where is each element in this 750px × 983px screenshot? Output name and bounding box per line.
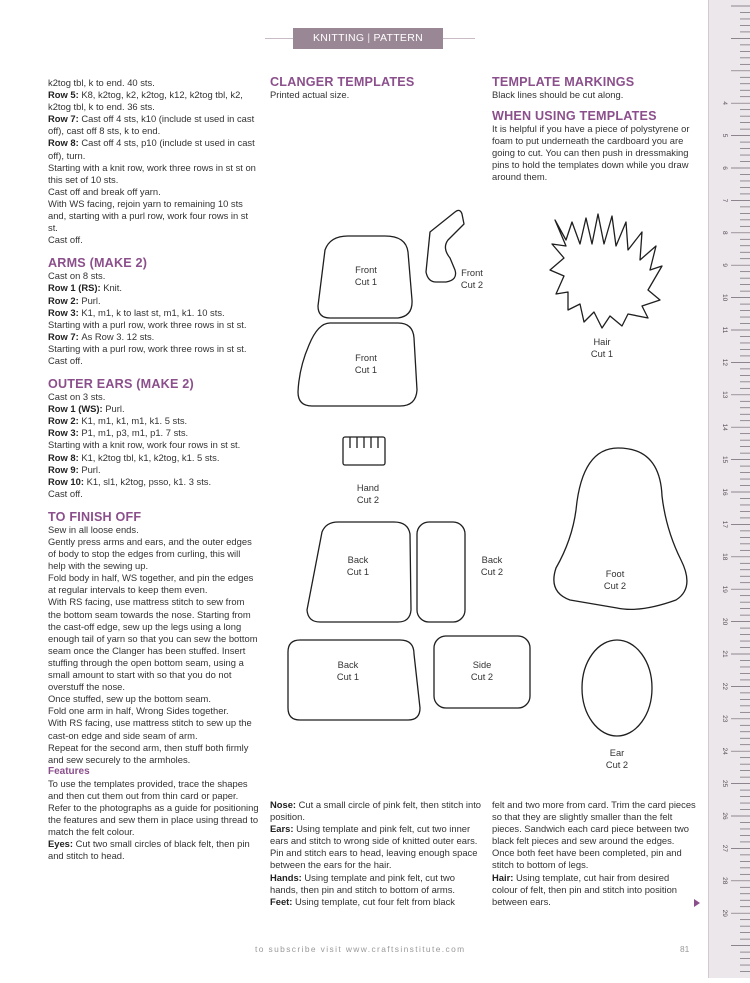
instruction-label: Row 3: xyxy=(48,306,82,318)
ruler-number: 6 xyxy=(721,166,728,170)
ruler-number: 29 xyxy=(721,909,728,917)
hair-shape xyxy=(550,214,662,328)
label-ear: Ear Cut 2 xyxy=(605,748,629,770)
instruction-line: Once stuffed, sew up the bottom seam. xyxy=(48,693,211,705)
ruler-ticks xyxy=(709,0,750,978)
instruction-text: Starting with a knit row, work three rows in st st on this set of 10 sts. xyxy=(48,161,256,185)
instruction-text: Starting with a purl row, work three rows in st st. xyxy=(48,342,247,354)
instruction-text: K1, m1, k1, m1, k1. 5 sts. xyxy=(81,415,188,427)
instruction-line xyxy=(270,799,482,823)
ruler-number: 4 xyxy=(721,101,728,106)
hand-fingers xyxy=(350,437,378,448)
instruction-label: Row 3: xyxy=(48,427,82,439)
instruction-text: Purl. xyxy=(81,294,101,306)
label-hand: Hand Cut 2 xyxy=(356,483,380,505)
ruler-number: 23 xyxy=(721,715,728,723)
ruler-number: 18 xyxy=(721,553,728,561)
ruler-number: 12 xyxy=(721,358,728,367)
ruler-number: 27 xyxy=(721,844,728,853)
instruction-text: Cut two small circles of black felt, then pin and stitch to head. xyxy=(48,838,250,862)
instruction-text: Starting with a knit row, work four rows in st st. xyxy=(48,439,241,451)
ruler-number: 28 xyxy=(721,877,728,885)
label-back-3: Back Cut 1 xyxy=(336,660,360,682)
instruction-label: Row 1 (RS): xyxy=(48,282,104,294)
instruction-label: Row 7: xyxy=(48,113,82,125)
label-foot: Foot Cut 2 xyxy=(603,569,627,591)
instruction-text: Using template, cut four felt from black xyxy=(295,895,455,907)
ruler-number: 10 xyxy=(721,293,728,302)
instruction-text: Cast off. xyxy=(48,487,83,499)
instruction-text: Using template and pink felt, cut two inner ears and stitch to wrong side of knitted outer ears. Pin and stitch ears to head, leaving enough space between the ears for the hair. xyxy=(270,823,478,871)
ruler-number: 11 xyxy=(721,326,728,334)
instruction-line: Fold body in half, WS together, and pin the edges at regular intervals to keep them even. xyxy=(48,572,254,596)
instruction-text: Cast on 3 sts. xyxy=(48,391,106,403)
instruction-text: Cast off 4 sts, p10 (include st used in cast off), turn. xyxy=(48,137,255,161)
instruction-text: With WS facing, rejoin yarn to remaining 10 sts and, starting with a purl row, work four rows in st st. xyxy=(48,197,249,234)
instruction-line xyxy=(270,896,482,908)
instruction-text: Cut a small circle of pink felt, then stitch into position. xyxy=(270,799,482,823)
ruler-number: 9 xyxy=(721,263,728,268)
label-back-2: Back Cut 2 xyxy=(480,555,504,577)
instruction-label: Feet: xyxy=(270,895,296,907)
instruction-line: Fold one arm in half, Wrong Sides together. xyxy=(48,705,229,717)
ruler-number: 24 xyxy=(721,747,728,755)
instruction-text: Knit. xyxy=(103,282,122,294)
ruler-number: 25 xyxy=(721,779,728,788)
instruction-line xyxy=(492,872,697,908)
instruction-text: Using template and pink felt, cut two hands, then pin and stitch to bottom of arms. xyxy=(270,871,456,895)
markings-text: Black lines should be cut along. xyxy=(492,89,624,100)
instruction-text: Starting with a purl row, work three rows in st st. xyxy=(48,318,247,330)
outer-ears-heading: OUTER EARS (MAKE 2) xyxy=(48,377,194,392)
label-front-2: Front Cut 2 xyxy=(460,268,484,290)
instruction-label: Row 2: xyxy=(48,294,82,306)
instruction-text: Cast off. xyxy=(48,354,83,366)
instruction-text: P1, m1, p3, m1, p1. 7 sts. xyxy=(81,427,189,439)
ruler-number: 5 xyxy=(721,133,728,138)
instruction-label: Row 8: xyxy=(48,451,82,463)
using-templates-text: It is helpful if you have a piece of polystyrene or foam to put underneath the cardboard you are going to cut. You can then push in dressmaking pins to hold the templates down while you draw around them. xyxy=(492,123,690,183)
instruction-label: Row 2: xyxy=(48,415,82,427)
instruction-text: As Row 3. 12 sts. xyxy=(81,330,155,342)
ruler-number: 13 xyxy=(721,391,728,399)
label-front-1: Front Cut 1 xyxy=(354,265,378,287)
ruler-number: 15 xyxy=(721,455,728,464)
instruction-text: Refer to the photographs as a guide for positioning the features and sew them in place using thread to match the felt colour. xyxy=(48,801,259,838)
ruler-number: 22 xyxy=(721,682,728,691)
label-back-1: Back Cut 1 xyxy=(346,555,370,577)
instruction-text: Cast on 8 sts. xyxy=(48,270,106,282)
banner-separator: | xyxy=(367,32,371,44)
instruction-label: Eyes: xyxy=(48,838,76,850)
instruction-line: Sew in all loose ends. xyxy=(48,523,139,535)
using-templates-heading: WHEN USING TEMPLATES xyxy=(492,109,657,124)
ruler-number: 17 xyxy=(721,520,728,529)
instruction-text: k2tog tbl, k to end. 40 sts. xyxy=(48,77,155,88)
instruction-label: Nose: xyxy=(270,799,299,810)
instruction-text: K1, sl1, k2tog, psso, k1. 3 sts. xyxy=(86,475,212,487)
label-hair: Hair Cut 1 xyxy=(590,337,614,359)
instruction-text: To use the templates provided, trace the shapes and then cut them out from thin card or paper. xyxy=(48,777,248,801)
instruction-text: K1, m1, k to last st, m1, k1. 10 sts. xyxy=(81,306,225,318)
arms-heading: ARMS (MAKE 2) xyxy=(48,256,148,271)
instruction-label: Ears: xyxy=(270,823,297,835)
instruction-label: Row 1 (WS): xyxy=(48,403,106,415)
ruler-number: 26 xyxy=(721,812,728,820)
bottom-right-text xyxy=(492,799,697,908)
instruction-text: Purl. xyxy=(105,403,125,415)
instruction-label: Row 10: xyxy=(48,475,87,487)
page-number: 81 xyxy=(680,944,690,954)
instruction-label: Row 7: xyxy=(48,330,82,342)
templates-heading: CLANGER TEMPLATES xyxy=(270,75,415,89)
instruction-label: Row 8: xyxy=(48,137,82,149)
instruction-text: Cast off. xyxy=(48,234,83,246)
instruction-text: Using template, cut hair from desired colour of felt, then pin and stitch into position between ears. xyxy=(492,871,678,907)
instruction-line: Repeat for the second arm, then stuff both firmly and sew securely to the armholes. xyxy=(48,741,249,765)
ruler-number: 7 xyxy=(721,198,728,203)
instruction-line xyxy=(270,823,482,871)
label-side: Side Cut 2 xyxy=(470,660,494,682)
instruction-text: Cast off and break off yarn. xyxy=(48,185,161,197)
ruler-number: 8 xyxy=(721,230,728,235)
instruction-text: K1, k2tog tbl, k1, k2tog, k1. 5 sts. xyxy=(81,451,220,463)
instruction-label: Hands: xyxy=(270,871,305,883)
features-heading: Features xyxy=(48,765,90,777)
instruction-text: felt and two more from card. Trim the card pieces so that they are slightly smaller than the felt pieces. Sandwich each card piece between two black felt pieces and sew around the edges. Once both feet have been completed, pin and stitch to bottom of legs. xyxy=(492,799,696,871)
continue-arrow-icon xyxy=(694,899,700,907)
ruler-number: 14 xyxy=(721,423,728,431)
instruction-line: With RS facing, use mattress stitch to sew up the cast-on edge and side seam of arm. xyxy=(48,717,252,741)
footer-subscribe: to subscribe visit www.craftsinstitute.com xyxy=(255,944,466,954)
instruction-text: Purl. xyxy=(81,463,101,475)
ruler xyxy=(708,0,750,978)
ruler-number: 21 xyxy=(721,650,728,658)
label-front-3: Front Cut 1 xyxy=(354,353,378,375)
instruction-text: Cast off 4 sts, k10 (include st used in cast off), cast off 8 sts, k to end. xyxy=(48,113,255,137)
ruler-number: 19 xyxy=(721,585,728,593)
finish-heading: TO FINISH OFF xyxy=(48,509,142,524)
instruction-line xyxy=(492,799,697,872)
instruction-text: K8, k2tog, k2, k2tog, k12, k2tog tbl, k2, k2tog tbl, k to end. 36 sts. xyxy=(48,89,243,113)
bottom-middle-text xyxy=(270,799,482,908)
instruction-label: Row 5: xyxy=(48,89,82,101)
markings-heading: TEMPLATE MARKINGS xyxy=(492,75,635,89)
templates-subtitle: Printed actual size. xyxy=(270,89,350,100)
ruler-number: 16 xyxy=(721,488,728,496)
instruction-label: Hair: xyxy=(492,871,516,883)
instruction-line xyxy=(270,872,482,896)
instruction-line: Gently press arms and ears, and the outer edges of body to stop the edges from curling, this will help with the sewing up. xyxy=(48,536,252,572)
instruction-line: With RS facing, use mattress stitch to sew from the bottom seam towards the nose. Starting from the cast-off edge, sew up the legs using a long enough tail of yarn so that you can sew the bottom seam once the Clanger has been stuffed. Insert stuffing through the open bottom seam, using a small amount to start with so that you do not overstuff the nose. xyxy=(48,596,258,693)
ruler-number: 20 xyxy=(721,617,728,626)
banner-section: PATTERN INSTRUCTIONS xyxy=(326,32,423,65)
ear-shape xyxy=(582,640,652,736)
banner-category: KNITTING xyxy=(313,32,365,44)
instruction-label: Row 9: xyxy=(48,463,82,475)
